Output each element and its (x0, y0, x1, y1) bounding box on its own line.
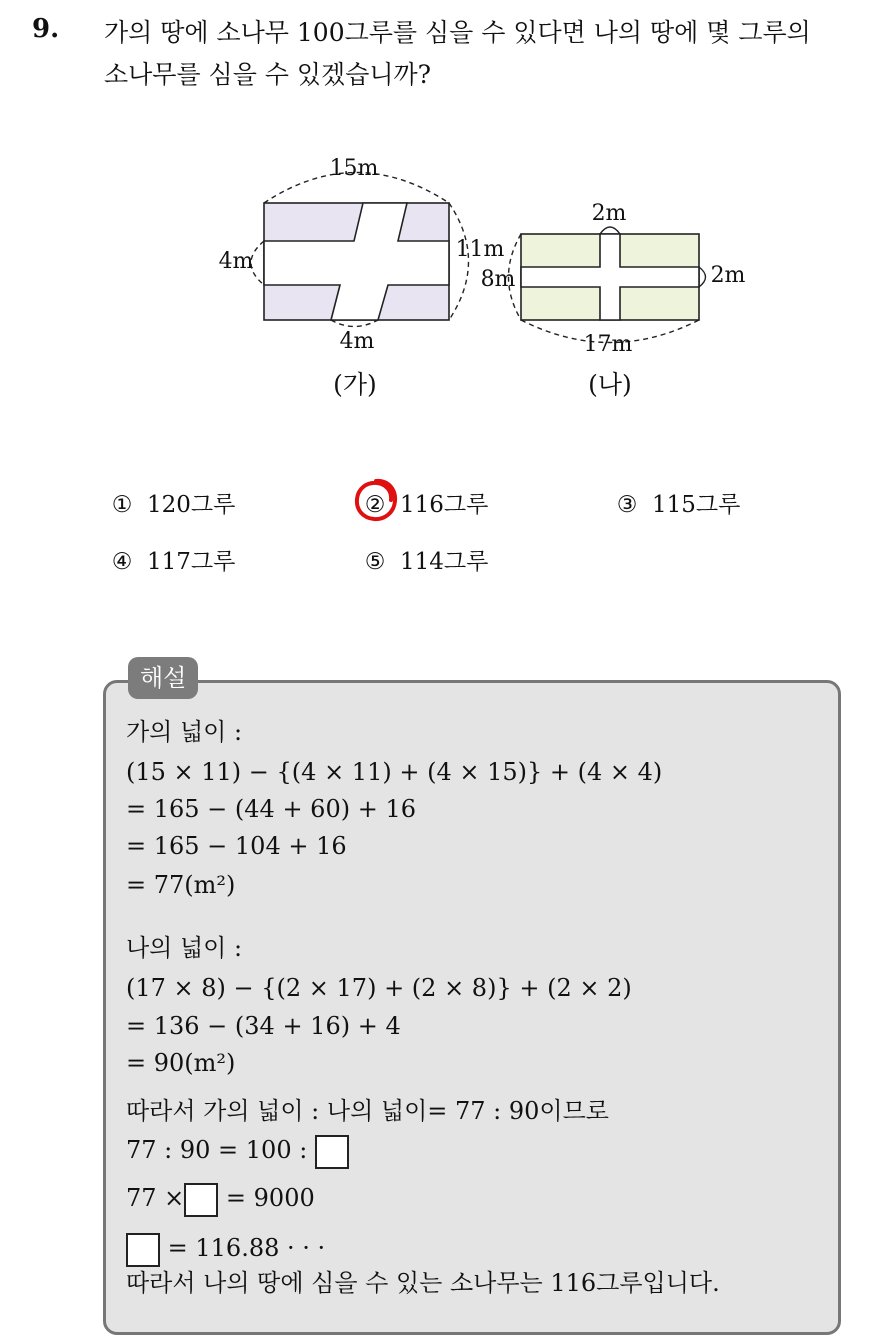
label-ga-left: 4m (218, 249, 254, 274)
choice-4-mark: ④ (111, 549, 133, 575)
label-ga-right: 11m (455, 237, 505, 262)
label-na-bottom: 17m (583, 332, 633, 357)
choice-1-text: 120그루 (147, 492, 236, 518)
solution-line-8: = 136 − (34 + 16) + 4 (126, 1012, 401, 1040)
choice-1[interactable] (109, 486, 235, 519)
choice-3-text: 115그루 (652, 492, 741, 518)
choice-4[interactable] (109, 543, 235, 576)
solution-line-6: 나의 넓이 : (126, 934, 243, 962)
label-na-top: 2m (591, 201, 627, 226)
label-ga-top: 15m (329, 156, 379, 181)
choice-3[interactable] (614, 486, 740, 519)
shape-ga (219, 156, 505, 399)
solution-line-13 (126, 1232, 325, 1267)
label-ga-bottom: 4m (339, 329, 375, 354)
question-line-2: 소나무를 심을 수 있겠습니까? (104, 60, 432, 89)
blank-box (126, 1233, 160, 1267)
solution-line-4: = 165 − 104 + 16 (126, 832, 347, 860)
solution-tag: 해설 (128, 657, 198, 699)
question-number: 9. (32, 14, 60, 44)
choice-2-mark: ② (364, 492, 386, 518)
solution-line-7: (17 × 8) − {(2 × 17) + (2 × 8)} + (2 × 2) (126, 974, 632, 1002)
dim-na-top (600, 227, 620, 234)
question-text (104, 12, 874, 96)
solution-line-9: = 90(m²) (126, 1049, 236, 1077)
choice-5-text: 114그루 (400, 549, 489, 575)
label-na-left: 8m (480, 267, 516, 292)
blank-box (184, 1183, 218, 1217)
solution-line-10: 따라서 가의 넓이 : 나의 넓이= 77 : 90이므로 (126, 1097, 609, 1125)
dim-ga-bottom (331, 320, 378, 327)
choice-4-text: 117그루 (147, 549, 236, 575)
caption-na: (나) (588, 370, 632, 399)
dim-na-right (699, 267, 706, 287)
solution-line-12-text: = 9000 (225, 1184, 315, 1212)
solution-line-12-prefix: 77 × (126, 1184, 185, 1212)
choice-3-mark: ③ (616, 492, 638, 518)
blank-box (315, 1135, 349, 1169)
choice-5[interactable] (362, 543, 488, 576)
choice-5-mark: ⑤ (364, 549, 386, 575)
solution-line-11 (126, 1134, 349, 1169)
solution-line-1: 가의 넓이 : (126, 718, 243, 746)
solution-line-3: = 165 − (44 + 60) + 16 (126, 795, 416, 823)
solution-line-5: = 77(m²) (126, 871, 236, 899)
solution-line-13-text: = 116.88 · · · (167, 1234, 326, 1262)
solution-line-2: (15 × 11) − {(4 × 11) + (4 × 15)} + (4 × 4) (126, 758, 663, 786)
solution-line-14: 따라서 나의 땅에 심을 수 있는 소나무는 116그루입니다. (126, 1269, 720, 1297)
solution-line-12 (126, 1182, 315, 1217)
answer-circle-icon (353, 477, 399, 523)
question-line-1: 가의 땅에 소나무 100그루를 심을 수 있다면 나의 땅에 몇 그루의 (104, 18, 811, 47)
shape-na (481, 201, 746, 399)
caption-ga: (가) (333, 370, 377, 399)
figure (200, 145, 760, 410)
choice-2-text: 116그루 (400, 492, 489, 518)
choice-1-mark: ① (111, 492, 133, 518)
solution-line-11-text: 77 : 90 = 100 : (126, 1136, 308, 1164)
label-na-right: 2m (710, 263, 746, 288)
